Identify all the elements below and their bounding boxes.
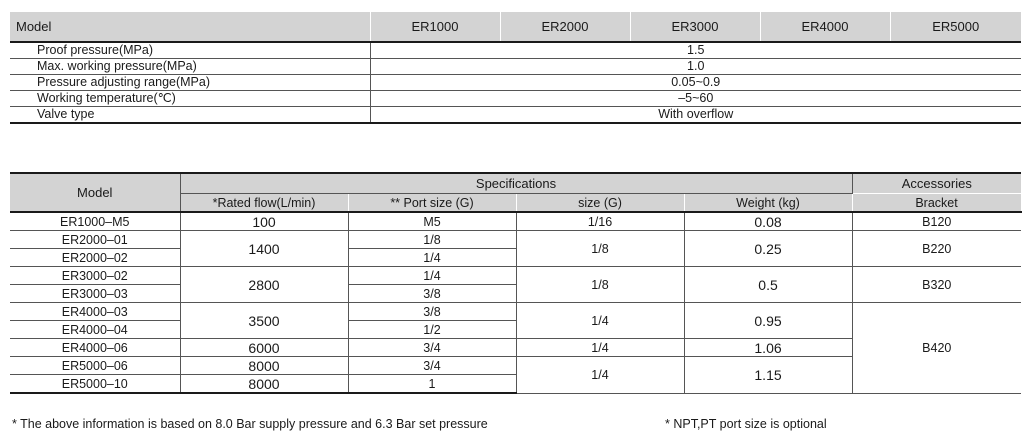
port-size-cell: 1: [348, 375, 516, 394]
table-header-row: [10, 173, 1021, 194]
row-label: Proof pressure(MPa): [10, 42, 370, 59]
port-size-cell: 3/8: [348, 303, 516, 321]
general-spec-table: [10, 12, 1021, 124]
table-row: [10, 303, 1021, 321]
header-cell-er5000: ER5000: [890, 12, 1021, 42]
header-cell-size: size (G): [516, 194, 684, 213]
size-cell: 1/8: [516, 231, 684, 267]
row-value: –5~60: [370, 91, 1021, 107]
port-size-cell: 1/4: [348, 267, 516, 285]
header-cell-er4000: ER4000: [760, 12, 890, 42]
header-cell-weight: Weight (kg): [684, 194, 852, 213]
header-cell-bracket: Bracket: [852, 194, 1021, 213]
table-header-row: [10, 12, 1021, 42]
row-value: With overflow: [370, 107, 1021, 124]
header-cell-rated-flow: *Rated flow(L/min): [180, 194, 348, 213]
model-cell: ER2000–01: [10, 231, 180, 249]
weight-cell: 1.15: [684, 357, 852, 394]
table-row: [10, 267, 1021, 285]
model-cell: ER5000–10: [10, 375, 180, 394]
size-cell: 1/4: [516, 303, 684, 339]
table-row: [10, 107, 1021, 124]
rated-flow-cell: 1400: [180, 231, 348, 267]
header-cell-er1000: ER1000: [370, 12, 500, 42]
table-row: [10, 75, 1021, 91]
model-cell: ER2000–02: [10, 249, 180, 267]
weight-cell: 0.08: [684, 212, 852, 231]
header-cell-specifications: Specifications: [180, 173, 852, 194]
row-label: Max. working pressure(MPa): [10, 59, 370, 75]
row-label: Valve type: [10, 107, 370, 124]
table-row: [10, 231, 1021, 249]
port-size-cell: 1/2: [348, 321, 516, 339]
weight-cell: 0.5: [684, 267, 852, 303]
bracket-cell: B220: [852, 231, 1021, 267]
model-cell: ER4000–03: [10, 303, 180, 321]
port-size-cell: 3/8: [348, 285, 516, 303]
rated-flow-cell: 100: [180, 212, 348, 231]
port-size-cell: 3/4: [348, 357, 516, 375]
size-cell: 1/16: [516, 212, 684, 231]
table-row: [10, 91, 1021, 107]
model-cell: ER1000–M5: [10, 212, 180, 231]
weight-cell: 0.25: [684, 231, 852, 267]
header-cell-accessories: Accessories: [852, 173, 1021, 194]
model-cell: ER4000–04: [10, 321, 180, 339]
model-cell: ER3000–02: [10, 267, 180, 285]
model-cell: ER5000–06: [10, 357, 180, 375]
row-value: 1.5: [370, 42, 1021, 59]
row-label: Pressure adjusting range(MPa): [10, 75, 370, 91]
model-cell: ER4000–06: [10, 339, 180, 357]
rated-flow-cell: 8000: [180, 357, 348, 375]
footnote-port-size: * NPT,PT port size is optional: [665, 417, 827, 431]
rated-flow-cell: 8000: [180, 375, 348, 394]
bracket-cell: B420: [852, 303, 1021, 394]
row-value: 0.05~0.9: [370, 75, 1021, 91]
rated-flow-cell: 3500: [180, 303, 348, 339]
header-cell-model: Model: [10, 12, 370, 42]
port-size-cell: 1/4: [348, 249, 516, 267]
bracket-cell: B320: [852, 267, 1021, 303]
rated-flow-cell: 2800: [180, 267, 348, 303]
model-cell: ER3000–03: [10, 285, 180, 303]
row-value: 1.0: [370, 59, 1021, 75]
port-size-cell: M5: [348, 212, 516, 231]
header-cell-model: Model: [10, 173, 180, 212]
bracket-cell: B120: [852, 212, 1021, 231]
header-cell-port-size: ** Port size (G): [348, 194, 516, 213]
size-cell: 1/8: [516, 267, 684, 303]
size-cell: 1/4: [516, 357, 684, 394]
table-row: [10, 42, 1021, 59]
port-size-cell: 3/4: [348, 339, 516, 357]
footnote-supply-pressure: * The above information is based on 8.0 Bar supply pressure and 6.3 Bar set pressure: [12, 417, 488, 431]
port-size-cell: 1/8: [348, 231, 516, 249]
header-cell-er3000: ER3000: [630, 12, 760, 42]
row-label: Working temperature(℃): [10, 91, 370, 107]
model-spec-table: [10, 172, 1022, 394]
weight-cell: 0.95: [684, 303, 852, 339]
weight-cell: 1.06: [684, 339, 852, 357]
rated-flow-cell: 6000: [180, 339, 348, 357]
size-cell: 1/4: [516, 339, 684, 357]
header-cell-er2000: ER2000: [500, 12, 630, 42]
table-row: [10, 59, 1021, 75]
table-row: [10, 212, 1021, 231]
